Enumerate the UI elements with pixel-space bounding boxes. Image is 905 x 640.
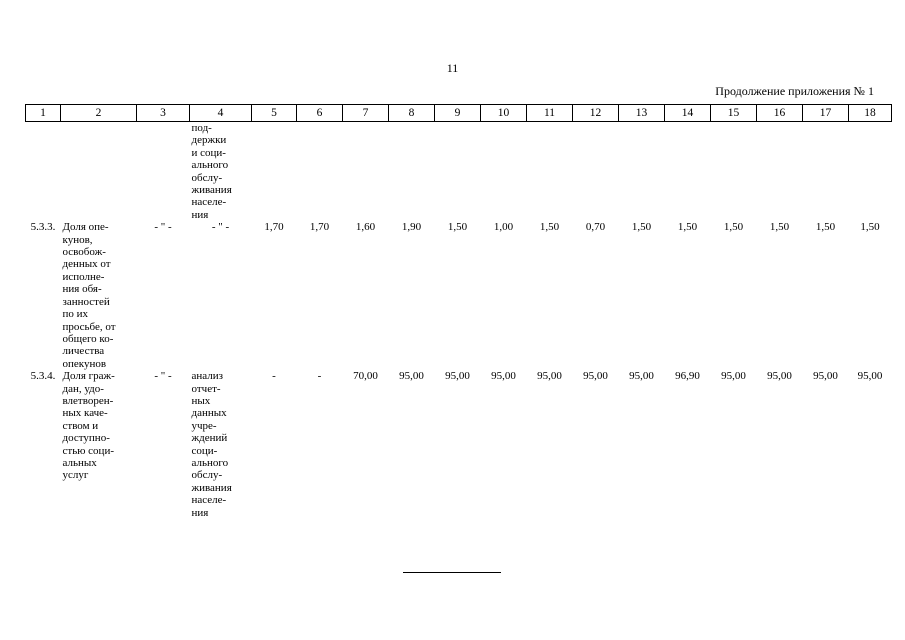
text-line: ных [191,394,211,407]
value-cell: 95,00 [399,370,424,383]
text-line: данных [191,407,227,420]
value-cell: 1,50 [723,221,744,234]
column-header: 13 [619,105,665,122]
column-header: 10 [481,105,527,122]
value-cell: 95,00 [813,370,838,383]
value-cell: 1,50 [447,221,468,234]
text-line: личества [62,345,105,358]
text-line: и соци- [191,146,226,159]
source-cell [190,370,252,519]
column-header: 4 [190,105,252,122]
text-line: занностей [62,295,110,308]
text-line: услуг [62,469,89,482]
text-line: отчет- [191,382,221,395]
table-row [26,370,892,519]
column-header: 1 [26,105,61,122]
column-header: 11 [527,105,573,122]
column-number-header-row [26,105,892,122]
text-line: опекунов [62,357,107,370]
text-line: просьбе, от [62,320,116,333]
text-line: кунов, [62,233,93,246]
column-header: 6 [297,105,343,122]
value-cell: 1,60 [355,221,376,234]
appendix-continuation-label: Продолжение приложения № 1 [715,84,874,98]
value-cell: 1,50 [769,221,790,234]
value-cell: 1,00 [493,221,514,234]
value-cell: 1,50 [677,221,698,234]
value-cell: - [317,370,322,383]
table-row [26,221,892,370]
text-line: по их [62,308,89,321]
text-line: держки [191,134,227,147]
value-cell: 96,90 [675,370,700,383]
text-line: освобож- [62,246,106,259]
table-row-continuation [26,122,892,222]
page-number: 11 [446,61,459,75]
text-line: доступно- [62,432,110,445]
value-cell: 95,00 [767,370,792,383]
value-cell: 95,00 [445,370,470,383]
text-line: общего ко- [62,332,114,345]
text-line: ния [191,506,209,519]
unit-cell: - " - [154,370,172,383]
value-cell: 1,70 [309,221,330,234]
indicator-name [61,370,137,519]
text-line: живания [191,481,232,494]
text-line: альных [62,456,97,469]
text-line: ального [191,456,229,469]
text-line: населе- [191,494,227,507]
text-line: живания [191,184,232,197]
text-line: исполне- [62,270,105,283]
value-cell: 1,70 [264,221,284,234]
text-line: стью соци- [62,444,114,457]
text-line: населе- [191,196,227,209]
text-line: анализ [191,370,223,383]
text-line: под- [191,122,212,134]
unit-cell: - " - [154,221,172,234]
column-header: 9 [435,105,481,122]
text-line: Доля граж- [62,370,115,383]
column-header: 2 [61,105,137,122]
value-cell: 1,90 [401,221,422,234]
text-line: ального [191,159,229,172]
text-line: денных от [62,258,111,271]
column-header: 15 [711,105,757,122]
text-line: ством и [62,419,99,432]
value-cell: - [272,370,276,383]
value-cell: 1,50 [860,221,880,234]
source-cell: - " - [211,221,230,234]
row-code: 5.3.4. [30,370,56,383]
value-cell: 95,00 [721,370,746,383]
text-line: учре- [191,419,217,432]
value-cell: 95,00 [537,370,562,383]
value-cell: 95,00 [857,370,883,383]
text-line: ных каче- [62,407,108,420]
text-line: ния [191,208,209,221]
column-header: 14 [665,105,711,122]
text-line: обслу- [191,469,223,482]
text-line: обслу- [191,171,223,184]
footer-divider-line [403,572,501,573]
text-line: Доля опе- [62,221,109,234]
text-line: соци- [191,444,218,457]
column-header: 18 [849,105,892,122]
value-cell: 95,00 [583,370,608,383]
text-line: дан, удо- [62,382,104,395]
column-header: 5 [252,105,297,122]
value-cell: 1,50 [815,221,836,234]
value-cell: 70,00 [353,370,378,383]
value-cell: 95,00 [629,370,654,383]
column-header: 12 [573,105,619,122]
indicators-table [25,104,892,519]
column-header: 17 [803,105,849,122]
text-line: влетворен- [62,394,114,407]
source-cell [190,122,252,222]
column-header: 16 [757,105,803,122]
column-header: 7 [343,105,389,122]
value-cell: 0,70 [585,221,606,234]
column-header: 8 [389,105,435,122]
text-line: ния обя- [62,283,102,296]
column-header: 3 [137,105,190,122]
value-cell: 95,00 [491,370,516,383]
text-line: ждений [191,432,228,445]
value-cell: 1,50 [631,221,652,234]
row-code: 5.3.3. [30,221,56,234]
indicator-name [61,221,137,370]
value-cell: 1,50 [539,221,560,234]
